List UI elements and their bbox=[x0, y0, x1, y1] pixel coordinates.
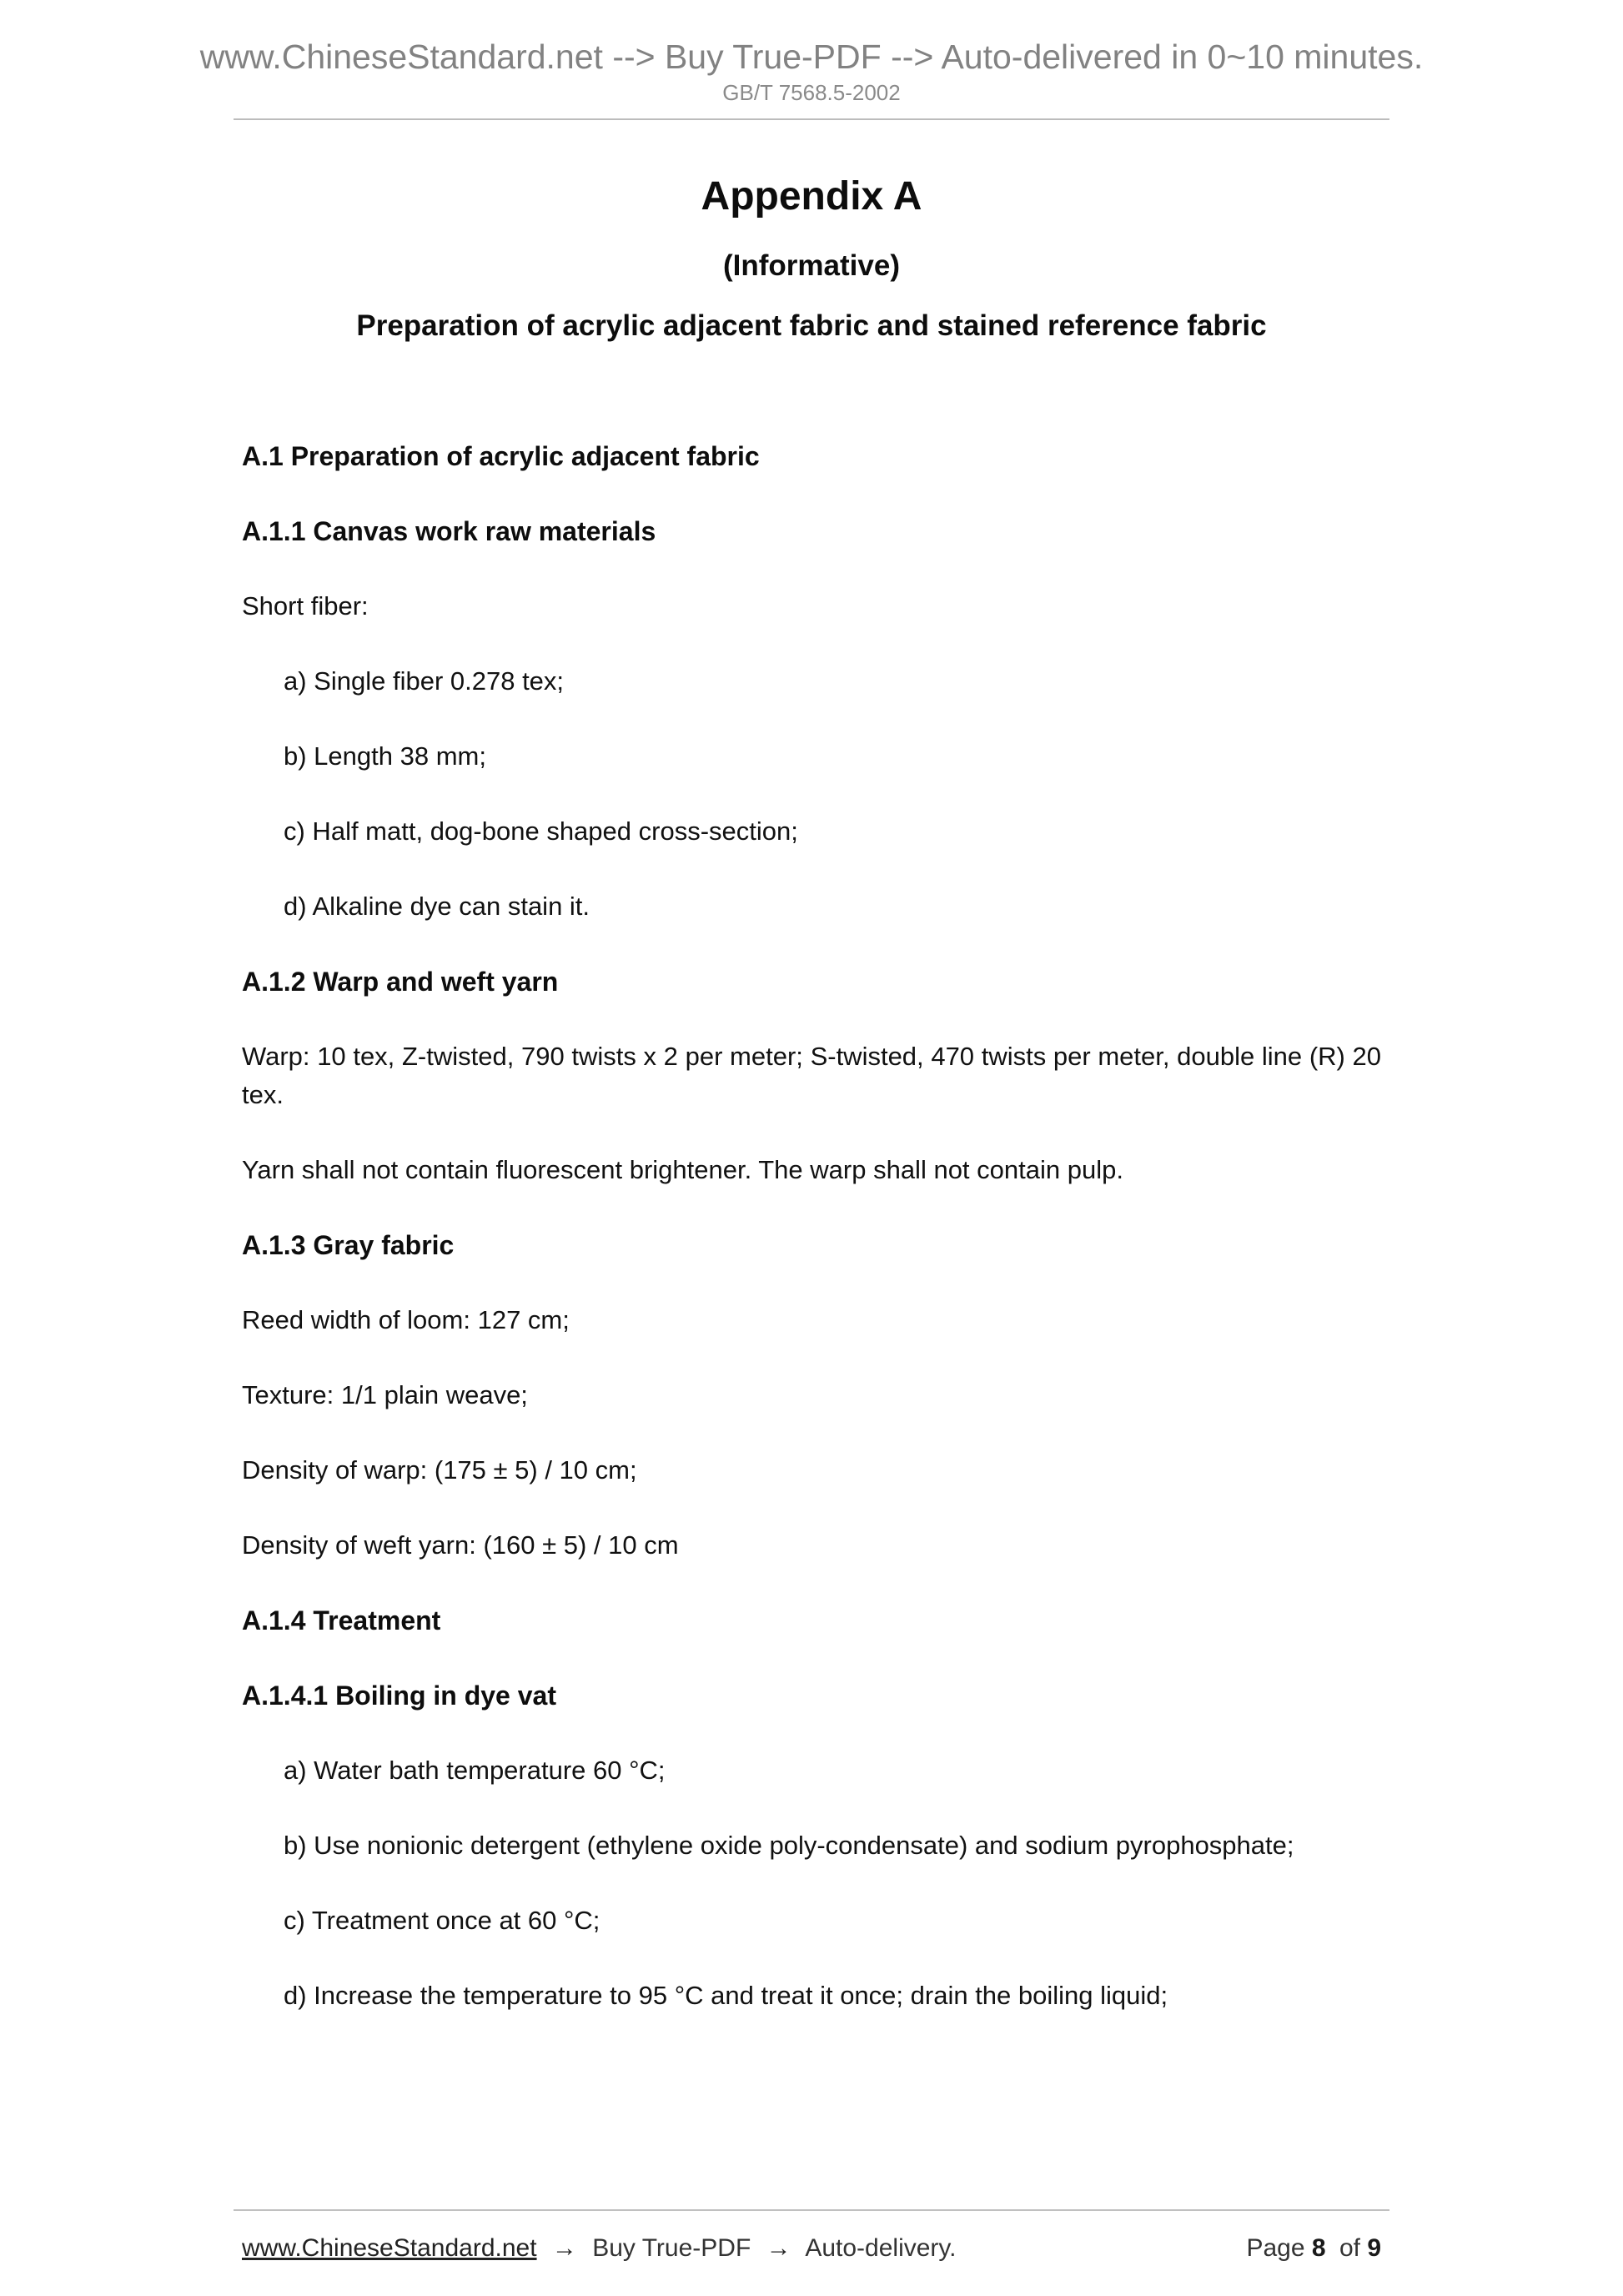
appendix-body bbox=[242, 437, 1381, 2015]
footer-site-link[interactable]: www.ChineseStandard.net bbox=[242, 2234, 537, 2262]
appendix-title: Appendix A bbox=[701, 174, 922, 219]
page-header bbox=[0, 37, 1623, 120]
page-label: Page bbox=[1246, 2234, 1305, 2262]
list-item: b) Length 38 mm; bbox=[284, 741, 486, 771]
paragraph: Short fiber: bbox=[242, 591, 369, 620]
list-item: a) Single fiber 0.278 tex; bbox=[284, 666, 565, 696]
arrow-right-icon: → bbox=[551, 2234, 577, 2262]
footer-delivery-text: Auto-delivery. bbox=[805, 2234, 957, 2262]
list-item: d) Alkaline dye can stain it. bbox=[284, 892, 590, 921]
section-heading: A.1.4 Treatment bbox=[242, 1605, 441, 1635]
page-number: 8 bbox=[1311, 2234, 1326, 2262]
list-item: c) Half matt, dog-bone shaped cross-section; bbox=[284, 816, 798, 846]
list-item: c) Treatment once at 60 °C; bbox=[284, 1906, 600, 1935]
list-item: d) Increase the temperature to 95 °C and treat it once; drain the boiling liquid; bbox=[284, 1981, 1168, 2010]
paragraph: Reed width of loom: 127 cm; bbox=[242, 1305, 570, 1334]
list-item: a) Water bath temperature 60 °C; bbox=[284, 1756, 666, 1785]
appendix-heading: Preparation of acrylic adjacent fabric and stained reference fabric bbox=[356, 309, 1267, 342]
appendix-subtitle: (Informative) bbox=[723, 249, 900, 282]
document-content bbox=[0, 173, 1623, 2015]
paragraph: Texture: 1/1 plain weave; bbox=[242, 1380, 528, 1409]
section-heading: A.1.1 Canvas work raw materials bbox=[242, 516, 656, 546]
footer-buy-text: Buy True-PDF bbox=[592, 2234, 751, 2262]
section-heading: A.1 Preparation of acrylic adjacent fabric bbox=[242, 441, 760, 471]
header-divider bbox=[234, 118, 1389, 120]
paragraph: Yarn shall not contain fluorescent brightener. The warp shall not contain pulp. bbox=[242, 1155, 1123, 1184]
arrow-right-icon: → bbox=[766, 2234, 791, 2262]
page-footer bbox=[234, 2209, 1389, 2263]
paragraph: Warp: 10 tex, Z-twisted, 790 twists x 2 per meter; S-twisted, 470 twists per meter, double line (R) 20 tex. bbox=[242, 1042, 1381, 1109]
section-heading: A.1.4.1 Boiling in dye vat bbox=[242, 1681, 556, 1711]
paragraph: Density of weft yarn: (160 ± 5) / 10 cm bbox=[242, 1530, 679, 1560]
section-heading: A.1.2 Warp and weft yarn bbox=[242, 967, 559, 997]
standard-code: GB/T 7568.5-2002 bbox=[722, 80, 901, 105]
total-pages: 9 bbox=[1367, 2234, 1381, 2262]
of-label: of bbox=[1339, 2234, 1360, 2262]
paragraph: Density of warp: (175 ± 5) / 10 cm; bbox=[242, 1455, 637, 1485]
section-heading: A.1.3 Gray fabric bbox=[242, 1230, 455, 1260]
list-item: b) Use nonionic detergent (ethylene oxide poly-condensate) and sodium pyrophosphate; bbox=[284, 1831, 1294, 1860]
page-indicator bbox=[1239, 2234, 1381, 2263]
promo-banner: www.ChineseStandard.net --> Buy True-PDF --> Auto-delivered in 0~10 minutes. bbox=[199, 38, 1424, 76]
footer-promo bbox=[242, 2234, 957, 2263]
